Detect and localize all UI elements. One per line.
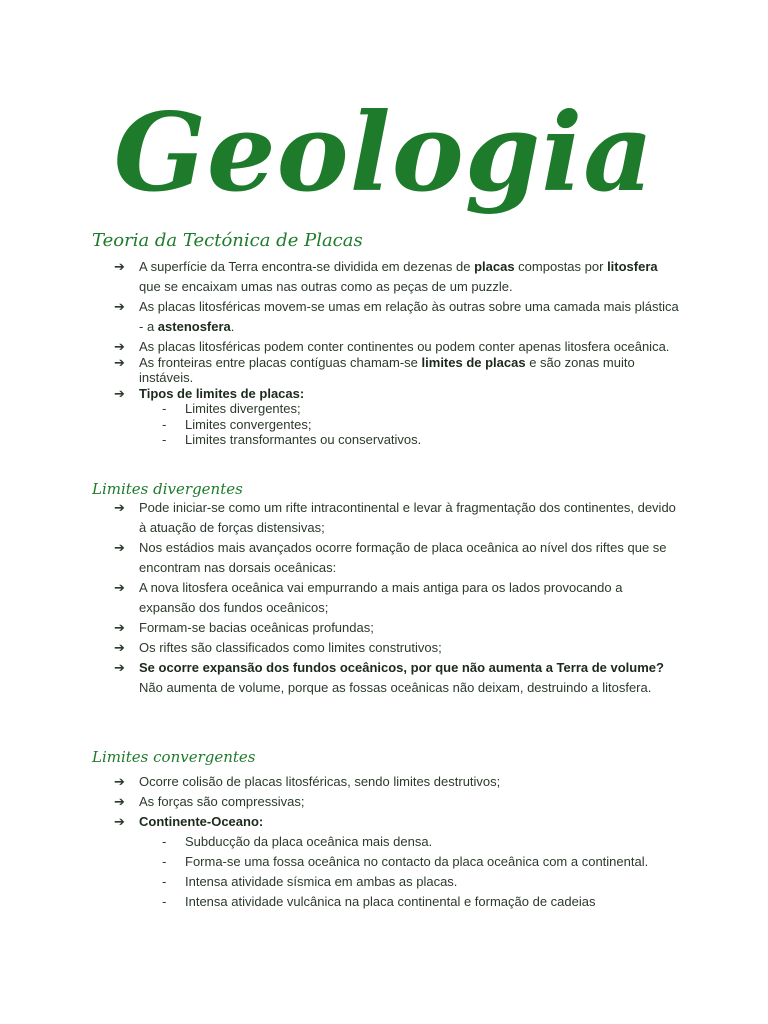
item-text: As placas litosféricas movem-se umas em relação às outras sobre uma camada mais plástica - a: [139, 299, 679, 334]
sub-list-item: [0, 417, 685, 433]
list-item: [0, 638, 679, 658]
arrow-bullet-icon: ➔: [114, 660, 125, 675]
dash-bullet: -: [162, 834, 167, 849]
section-heading-convergentes: Limites convergentes: [92, 748, 256, 766]
item-text: Formam-se bacias oceânicas profundas;: [139, 620, 374, 635]
section-heading-tectonica: Teoria da Tectónica de Placas: [92, 230, 363, 251]
sub-item-text: Limites transformantes ou conservativos.: [185, 432, 422, 447]
dash-bullet: -: [162, 416, 167, 432]
arrow-bullet-icon: ➔: [114, 500, 125, 515]
arrow-bullet-icon: ➔: [114, 299, 125, 314]
dash-bullet: -: [162, 874, 167, 889]
item-bold: astenosfera: [157, 319, 231, 334]
arrow-bullet-icon: ➔: [114, 620, 125, 635]
sub-list-item: [0, 401, 685, 417]
sub-item-text: Forma-se uma fossa oceânica no contacto da placa oceânica com a continental.: [185, 854, 649, 869]
item-text: As fronteiras entre placas contíguas chamam-se: [139, 354, 422, 370]
list-item: [0, 498, 679, 538]
item-text: Nos estádios mais avançados ocorre formação de placa oceânica ao nível dos riftes que se encontram nas dorsais oceânicas:: [139, 540, 667, 575]
arrow-bullet-icon: ➔: [114, 385, 125, 401]
tectonica-list: [0, 257, 768, 448]
arrow-bullet-icon: ➔: [114, 259, 125, 274]
arrow-bullet-icon: ➔: [114, 814, 125, 829]
item-text: Pode iniciar-se como um rifte intracontinental e levar à fragmentação dos continentes, devido à atuação de forças distensivas;: [139, 500, 676, 535]
arrow-bullet-icon: ➔: [114, 339, 125, 354]
arrow-bullet-icon: ➔: [114, 640, 125, 655]
list-item: [0, 297, 679, 337]
item-bold: Continente-Oceano:: [139, 814, 264, 829]
dash-bullet: -: [162, 432, 167, 447]
list-item: [0, 386, 679, 402]
list-item: [0, 257, 679, 297]
arrow-bullet-icon: ➔: [114, 354, 125, 370]
item-bold: limites de placas: [421, 354, 526, 370]
sub-list-item: [0, 832, 685, 852]
arrow-bullet-icon: ➔: [114, 794, 125, 809]
sub-list-item: [0, 432, 685, 448]
item-text: A nova litosfera oceânica vai empurrando a mais antiga para os lados provocando a expansão dos fundos oceânicos;: [139, 580, 623, 615]
list-item: [0, 812, 679, 832]
list-item: [0, 792, 679, 812]
sub-list-item: [0, 872, 685, 892]
convergentes-list: [0, 772, 768, 912]
arrow-bullet-icon: ➔: [114, 774, 125, 789]
list-item: [0, 578, 679, 618]
sub-item-text: Subducção da placa oceânica mais densa.: [185, 834, 433, 849]
arrow-bullet-icon: ➔: [114, 540, 125, 555]
arrow-bullet-icon: ➔: [114, 580, 125, 595]
item-text: A superfície da Terra encontra-se dividida em dezenas de: [139, 259, 475, 274]
item-text: As placas litosféricas podem conter continentes ou podem conter apenas litosfera oceânica.: [139, 339, 670, 354]
item-text: que se encaixam umas nas outras como as peças de um puzzle.: [139, 279, 513, 294]
sub-item-text: Intensa atividade sísmica em ambas as placas.: [185, 874, 458, 889]
list-item: [0, 355, 679, 386]
sub-item-text: Limites divergentes;: [185, 401, 301, 416]
list-item: [0, 538, 679, 578]
item-text: e são zonas muito instáveis.: [139, 354, 635, 385]
item-text: .: [230, 319, 235, 334]
list-item: [0, 772, 679, 792]
question-bold: Se ocorre expansão dos fundos oceânicos, por que não aumenta a Terra de volume?: [139, 660, 664, 675]
item-bold: Tipos de limites de placas:: [139, 385, 305, 401]
item-text: compostas por: [514, 259, 608, 274]
sub-item-text: Limites convergentes;: [185, 416, 312, 432]
dash-bullet: -: [162, 894, 167, 909]
list-item-question: [0, 658, 679, 698]
list-item: [0, 339, 679, 355]
page-title: Geologia: [113, 90, 655, 216]
sub-list-item: [0, 852, 685, 872]
divergentes-list: [0, 498, 768, 698]
question-answer: Não aumenta de volume, porque as fossas oceânicas não deixam, destruindo a litosfera.: [139, 680, 652, 695]
sub-list-item: [0, 892, 685, 912]
section-heading-divergentes: Limites divergentes: [92, 480, 243, 498]
item-bold: placas: [474, 259, 515, 274]
dash-bullet: -: [162, 854, 167, 869]
item-text: Ocorre colisão de placas litosféricas, sendo limites destrutivos;: [139, 774, 501, 789]
list-item: [0, 618, 679, 638]
dash-bullet: -: [162, 401, 167, 416]
sub-item-text: Intensa atividade vulcânica na placa continental e formação de cadeias: [185, 894, 596, 909]
item-bold: litosfera: [607, 259, 658, 274]
item-text: As forças são compressivas;: [139, 794, 305, 809]
item-text: Os riftes são classificados como limites construtivos;: [139, 640, 442, 655]
